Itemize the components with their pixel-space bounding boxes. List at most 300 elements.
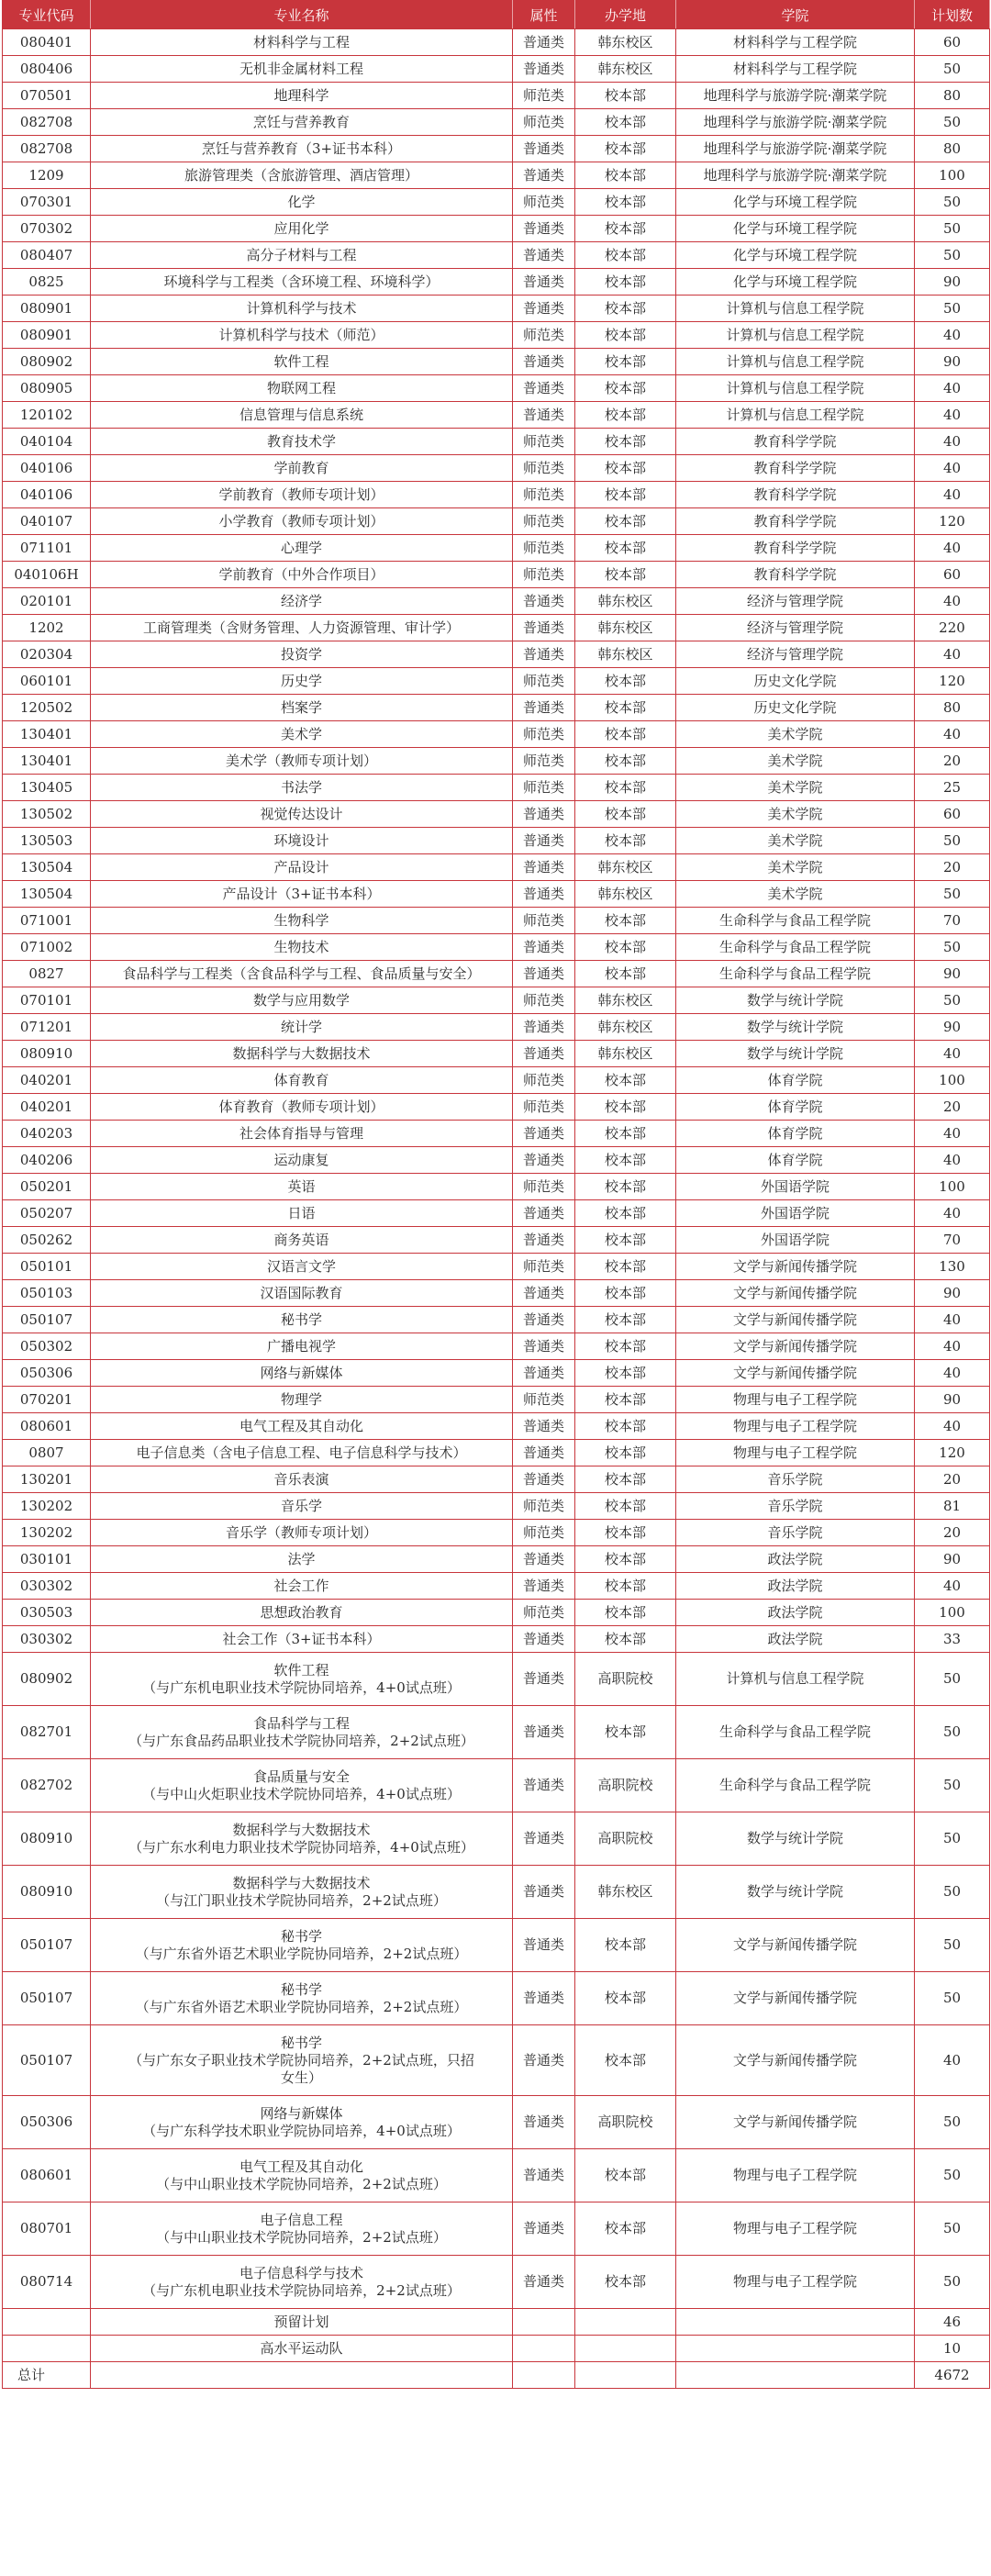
plan-count-cell: 40 [915,429,990,455]
plan-count-cell: 50 [915,2256,990,2309]
table-row [3,641,990,668]
campus-cell: 校本部 [575,2202,676,2256]
major-name-cell: 学前教育（教师专项计划） [91,482,513,508]
plan-count-cell: 60 [915,801,990,828]
college-cell: 音乐学院 [676,1520,915,1546]
table-row [3,455,990,482]
plan-count-cell: 50 [915,56,990,83]
plan-count-cell: 40 [915,455,990,482]
major-code-cell: 070302 [3,216,91,242]
major-code-cell: 040106H [3,562,91,588]
major-name-cell: 电子信息工程 （与中山职业技术学院协同培养，2+2试点班） [91,2202,513,2256]
campus-cell: 校本部 [575,1333,676,1360]
table-row [3,349,990,375]
major-code-cell: 050302 [3,1333,91,1360]
college-cell: 政法学院 [676,1600,915,1626]
attribute-cell: 普通类 [513,1546,575,1573]
major-name-cell: 法学 [91,1546,513,1573]
major-code-cell: 130503 [3,828,91,854]
attribute-cell: 普通类 [513,1227,575,1254]
campus-cell: 校本部 [575,349,676,375]
plan-count-cell: 70 [915,1227,990,1254]
major-name-cell: 食品质量与安全 （与中山火炬职业技术学院协同培养，4+0试点班） [91,1759,513,1812]
major-code-cell: 050262 [3,1227,91,1254]
attribute-cell: 师范类 [513,668,575,695]
plan-count-cell: 40 [915,588,990,615]
table-row [3,1307,990,1333]
major-code-cell: 0827 [3,961,91,987]
table-row [3,562,990,588]
major-name-cell: 网络与新媒体 （与广东科学技术职业学院协同培养，4+0试点班） [91,2096,513,2149]
college-cell: 音乐学院 [676,1466,915,1493]
college-cell: 美术学院 [676,748,915,775]
table-row [3,881,990,908]
campus-cell: 校本部 [575,242,676,269]
college-cell: 美术学院 [676,801,915,828]
major-code-cell [3,2336,91,2362]
table-row [3,322,990,349]
plan-count-cell: 80 [915,83,990,109]
college-cell: 生命科学与食品工程学院 [676,1759,915,1812]
total-row [3,2362,990,2389]
major-code-cell: 082702 [3,1759,91,1812]
attribute-cell: 师范类 [513,1094,575,1121]
table-row [3,2096,990,2149]
major-name-cell: 工商管理类（含财务管理、人力资源管理、审计学） [91,615,513,641]
attribute-cell: 普通类 [513,1014,575,1041]
college-cell: 教育科学学院 [676,535,915,562]
college-cell: 数学与统计学院 [676,1812,915,1866]
major-code-cell: 080910 [3,1812,91,1866]
table-row [3,1972,990,2025]
college-cell: 文学与新闻传播学院 [676,2096,915,2149]
attribute-cell: 普通类 [513,854,575,881]
campus-cell: 韩东校区 [575,615,676,641]
major-name-cell: 数据科学与大数据技术 [91,1041,513,1067]
major-name-cell: 数据科学与大数据技术 （与广东水利电力职业技术学院协同培养，4+0试点班） [91,1812,513,1866]
attribute-cell: 普通类 [513,1413,575,1440]
attribute-cell: 师范类 [513,535,575,562]
attribute-cell: 普通类 [513,641,575,668]
table-row [3,854,990,881]
campus-cell: 韩东校区 [575,588,676,615]
college-cell: 计算机与信息工程学院 [676,375,915,402]
attribute-cell: 普通类 [513,1466,575,1493]
plan-count-cell: 81 [915,1493,990,1520]
total-label: 总计 [3,2362,91,2389]
major-name-cell: 音乐学 [91,1493,513,1520]
attribute-cell: 师范类 [513,908,575,934]
college-cell: 音乐学院 [676,1493,915,1520]
major-code-cell: 080901 [3,296,91,322]
table-row [3,1360,990,1387]
major-name-cell: 网络与新媒体 [91,1360,513,1387]
campus-cell: 校本部 [575,1626,676,1653]
plan-count-cell: 20 [915,748,990,775]
table-row [3,2149,990,2202]
campus-cell: 校本部 [575,1121,676,1147]
major-code-cell: 080401 [3,29,91,56]
campus-cell: 韩东校区 [575,1866,676,1919]
attribute-cell: 普通类 [513,1812,575,1866]
major-code-cell: 0807 [3,1440,91,1466]
plan-count-cell: 25 [915,775,990,801]
campus-cell: 高职院校 [575,2096,676,2149]
table-row [3,801,990,828]
campus-cell: 校本部 [575,322,676,349]
major-name-cell: 汉语国际教育 [91,1280,513,1307]
major-name-cell: 电子信息科学与技术 （与广东机电职业技术学院协同培养，2+2试点班） [91,2256,513,2309]
college-cell: 计算机与信息工程学院 [676,322,915,349]
major-name-cell: 美术学（教师专项计划） [91,748,513,775]
college-cell: 物理与电子工程学院 [676,1440,915,1466]
plan-count-cell: 40 [915,1041,990,1067]
attribute-cell: 普通类 [513,1307,575,1333]
plan-count-cell: 100 [915,1600,990,1626]
major-name-cell: 应用化学 [91,216,513,242]
table-row [3,2256,990,2309]
attribute-cell: 普通类 [513,2149,575,2202]
plan-count-cell: 80 [915,695,990,721]
college-cell: 经济与管理学院 [676,615,915,641]
major-code-cell: 040201 [3,1067,91,1094]
attribute-cell: 普通类 [513,349,575,375]
attribute-cell: 普通类 [513,1280,575,1307]
major-name-cell: 书法学 [91,775,513,801]
plan-count-cell: 50 [915,2096,990,2149]
plan-count-cell: 50 [915,1759,990,1812]
campus-cell: 校本部 [575,1520,676,1546]
major-code-cell: 050107 [3,1307,91,1333]
major-code-cell: 130401 [3,721,91,748]
table-row [3,482,990,508]
major-name-cell: 秘书学 （与广东省外语艺术职业学院协同培养，2+2试点班） [91,1919,513,1972]
table-row [3,1174,990,1200]
college-cell: 生命科学与食品工程学院 [676,934,915,961]
plan-count-cell: 50 [915,216,990,242]
attribute-cell: 普通类 [513,1360,575,1387]
attribute-cell: 师范类 [513,482,575,508]
table-row [3,1573,990,1600]
campus-cell: 校本部 [575,2256,676,2309]
plan-count-cell: 40 [915,535,990,562]
empty-cell [91,2362,513,2389]
attribute-cell: 普通类 [513,961,575,987]
major-name-cell: 旅游管理类（含旅游管理、酒店管理） [91,162,513,189]
attribute-cell: 普通类 [513,1653,575,1706]
table-row [3,83,990,109]
major-code-cell: 080901 [3,322,91,349]
major-name-cell: 统计学 [91,1014,513,1041]
attribute-cell: 师范类 [513,189,575,216]
table-row [3,242,990,269]
major-code-cell: 050103 [3,1280,91,1307]
college-cell: 文学与新闻传播学院 [676,1972,915,2025]
empty-cell [575,2362,676,2389]
major-name-cell: 预留计划 [91,2309,513,2336]
major-name-cell: 材料科学与工程 [91,29,513,56]
major-name-cell: 计算机科学与技术（师范） [91,322,513,349]
major-name-cell: 环境设计 [91,828,513,854]
attribute-cell: 普通类 [513,695,575,721]
major-code-cell: 071101 [3,535,91,562]
major-code-cell: 130401 [3,748,91,775]
college-cell: 生命科学与食品工程学院 [676,961,915,987]
attribute-cell: 普通类 [513,2096,575,2149]
campus-cell: 校本部 [575,1413,676,1440]
table-row [3,1466,990,1493]
table-row [3,1041,990,1067]
plan-count-cell: 220 [915,615,990,641]
college-cell: 教育科学学院 [676,508,915,535]
header-campus: 办学地 [575,1,676,29]
campus-cell: 校本部 [575,775,676,801]
campus-cell: 校本部 [575,1307,676,1333]
college-cell: 历史文化学院 [676,668,915,695]
table-row [3,721,990,748]
table-row [3,1014,990,1041]
campus-cell: 高职院校 [575,1653,676,1706]
campus-cell: 校本部 [575,455,676,482]
plan-count-cell: 40 [915,1333,990,1360]
attribute-cell: 师范类 [513,1254,575,1280]
major-name-cell: 学前教育（中外合作项目） [91,562,513,588]
college-cell: 计算机与信息工程学院 [676,402,915,429]
major-name-cell: 美术学 [91,721,513,748]
college-cell: 数学与统计学院 [676,1014,915,1041]
attribute-cell: 普通类 [513,1972,575,2025]
college-cell: 体育学院 [676,1094,915,1121]
plan-count-cell: 40 [915,1307,990,1333]
major-name-cell: 教育技术学 [91,429,513,455]
campus-cell: 校本部 [575,1147,676,1174]
table-row [3,1866,990,1919]
major-code-cell: 070201 [3,1387,91,1413]
plan-count-cell: 90 [915,1280,990,1307]
major-name-cell: 高分子材料与工程 [91,242,513,269]
plan-count-cell: 20 [915,1466,990,1493]
table-row [3,29,990,56]
enrollment-plan-table [2,0,990,2389]
campus-cell: 校本部 [575,828,676,854]
campus-cell: 校本部 [575,189,676,216]
attribute-cell: 普通类 [513,1626,575,1653]
college-cell: 教育科学学院 [676,482,915,508]
college-cell: 文学与新闻传播学院 [676,1254,915,1280]
college-cell: 物理与电子工程学院 [676,2149,915,2202]
plan-count-cell: 50 [915,881,990,908]
campus-cell: 校本部 [575,1067,676,1094]
campus-cell: 校本部 [575,1094,676,1121]
major-name-cell: 产品设计（3+证书本科） [91,881,513,908]
major-code-cell: 070301 [3,189,91,216]
college-cell: 历史文化学院 [676,695,915,721]
college-cell: 教育科学学院 [676,455,915,482]
plan-count-cell: 90 [915,1387,990,1413]
college-cell: 美术学院 [676,854,915,881]
attribute-cell: 师范类 [513,987,575,1014]
table-row [3,56,990,83]
table-row [3,402,990,429]
table-row [3,375,990,402]
plan-count-cell: 40 [915,1121,990,1147]
table-row [3,1280,990,1307]
major-code-cell: 050107 [3,1919,91,1972]
plan-count-cell: 50 [915,2149,990,2202]
table-row [3,1759,990,1812]
major-name-cell: 心理学 [91,535,513,562]
attribute-cell: 普通类 [513,881,575,908]
table-row [3,1227,990,1254]
major-name-cell: 生物科学 [91,908,513,934]
header-attribute: 属性 [513,1,575,29]
major-code-cell: 070501 [3,83,91,109]
college-cell: 材料科学与工程学院 [676,56,915,83]
campus-cell: 校本部 [575,721,676,748]
plan-count-cell: 40 [915,1200,990,1227]
campus-cell: 校本部 [575,162,676,189]
college-cell: 生命科学与食品工程学院 [676,1706,915,1759]
major-code-cell: 030302 [3,1626,91,1653]
attribute-cell [513,2336,575,2362]
major-name-cell: 电气工程及其自动化 [91,1413,513,1440]
attribute-cell: 师范类 [513,748,575,775]
campus-cell: 校本部 [575,1706,676,1759]
college-cell: 计算机与信息工程学院 [676,349,915,375]
college-cell: 政法学院 [676,1626,915,1653]
major-name-cell: 烹饪与营养教育 [91,109,513,136]
major-name-cell: 社会工作 [91,1573,513,1600]
attribute-cell: 普通类 [513,162,575,189]
major-code-cell: 040104 [3,429,91,455]
major-name-cell: 无机非金属材料工程 [91,56,513,83]
attribute-cell: 师范类 [513,1067,575,1094]
header-plan-count: 计划数 [915,1,990,29]
plan-count-cell: 50 [915,1972,990,2025]
plan-count-cell: 90 [915,349,990,375]
campus-cell [575,2336,676,2362]
major-code-cell: 120102 [3,402,91,429]
major-name-cell: 小学教育（教师专项计划） [91,508,513,535]
college-cell: 数学与统计学院 [676,1866,915,1919]
attribute-cell: 师范类 [513,83,575,109]
campus-cell: 韩东校区 [575,881,676,908]
attribute-cell: 师范类 [513,508,575,535]
table-row [3,668,990,695]
table-row [3,695,990,721]
table-row [3,1653,990,1706]
table-row [3,296,990,322]
table-row [3,588,990,615]
campus-cell: 校本部 [575,83,676,109]
major-code-cell: 080701 [3,2202,91,2256]
major-name-cell: 软件工程 （与广东机电职业技术学院协同培养，4+0试点班） [91,1653,513,1706]
major-code-cell: 040107 [3,508,91,535]
plan-count-cell: 40 [915,482,990,508]
major-name-cell: 社会工作（3+证书本科） [91,1626,513,1653]
campus-cell: 韩东校区 [575,1041,676,1067]
attribute-cell: 普通类 [513,1121,575,1147]
plan-count-cell: 60 [915,562,990,588]
plan-count-cell: 90 [915,1014,990,1041]
table-row [3,1493,990,1520]
campus-cell: 校本部 [575,1280,676,1307]
major-code-cell: 080406 [3,56,91,83]
attribute-cell: 普通类 [513,1573,575,1600]
college-cell: 化学与环境工程学院 [676,189,915,216]
attribute-cell: 普通类 [513,56,575,83]
plan-count-cell: 40 [915,2025,990,2096]
table-row [3,1254,990,1280]
major-name-cell: 电子信息类（含电子信息工程、电子信息科学与技术） [91,1440,513,1466]
campus-cell: 校本部 [575,1174,676,1200]
campus-cell: 校本部 [575,1360,676,1387]
attribute-cell: 普通类 [513,1706,575,1759]
major-code-cell: 080905 [3,375,91,402]
attribute-cell: 普通类 [513,828,575,854]
plan-count-cell: 40 [915,1413,990,1440]
attribute-cell: 普通类 [513,615,575,641]
major-name-cell: 计算机科学与技术 [91,296,513,322]
table-row [3,109,990,136]
attribute-cell: 普通类 [513,588,575,615]
table-row [3,189,990,216]
header-major-name: 专业名称 [91,1,513,29]
campus-cell: 韩东校区 [575,987,676,1014]
major-code-cell: 070101 [3,987,91,1014]
college-cell: 文学与新闻传播学院 [676,1360,915,1387]
table-row [3,1121,990,1147]
table-row [3,775,990,801]
table-row [3,1413,990,1440]
plan-count-cell: 120 [915,508,990,535]
campus-cell: 校本部 [575,1227,676,1254]
major-name-cell: 音乐学（教师专项计划） [91,1520,513,1546]
plan-count-cell: 20 [915,854,990,881]
college-cell: 物理与电子工程学院 [676,2202,915,2256]
table-row [3,429,990,455]
college-cell: 美术学院 [676,775,915,801]
major-name-cell: 地理科学 [91,83,513,109]
campus-cell: 韩东校区 [575,1014,676,1041]
attribute-cell: 师范类 [513,721,575,748]
plan-count-cell: 120 [915,1440,990,1466]
table-row [3,1546,990,1573]
college-cell: 化学与环境工程学院 [676,216,915,242]
table-row [3,1147,990,1174]
college-cell: 经济与管理学院 [676,588,915,615]
college-cell: 政法学院 [676,1546,915,1573]
campus-cell: 校本部 [575,1919,676,1972]
major-name-cell: 产品设计 [91,854,513,881]
attribute-cell: 普通类 [513,136,575,162]
campus-cell: 校本部 [575,961,676,987]
attribute-cell: 普通类 [513,402,575,429]
plan-count-cell: 50 [915,1919,990,1972]
major-code-cell: 082701 [3,1706,91,1759]
major-code-cell: 130504 [3,881,91,908]
attribute-cell: 师范类 [513,429,575,455]
plan-count-cell: 46 [915,2309,990,2336]
major-code-cell: 060101 [3,668,91,695]
table-row [3,535,990,562]
plan-count-cell: 50 [915,1812,990,1866]
campus-cell: 韩东校区 [575,854,676,881]
plan-count-cell: 50 [915,987,990,1014]
plan-count-cell: 90 [915,961,990,987]
major-code-cell: 040206 [3,1147,91,1174]
campus-cell: 高职院校 [575,1812,676,1866]
